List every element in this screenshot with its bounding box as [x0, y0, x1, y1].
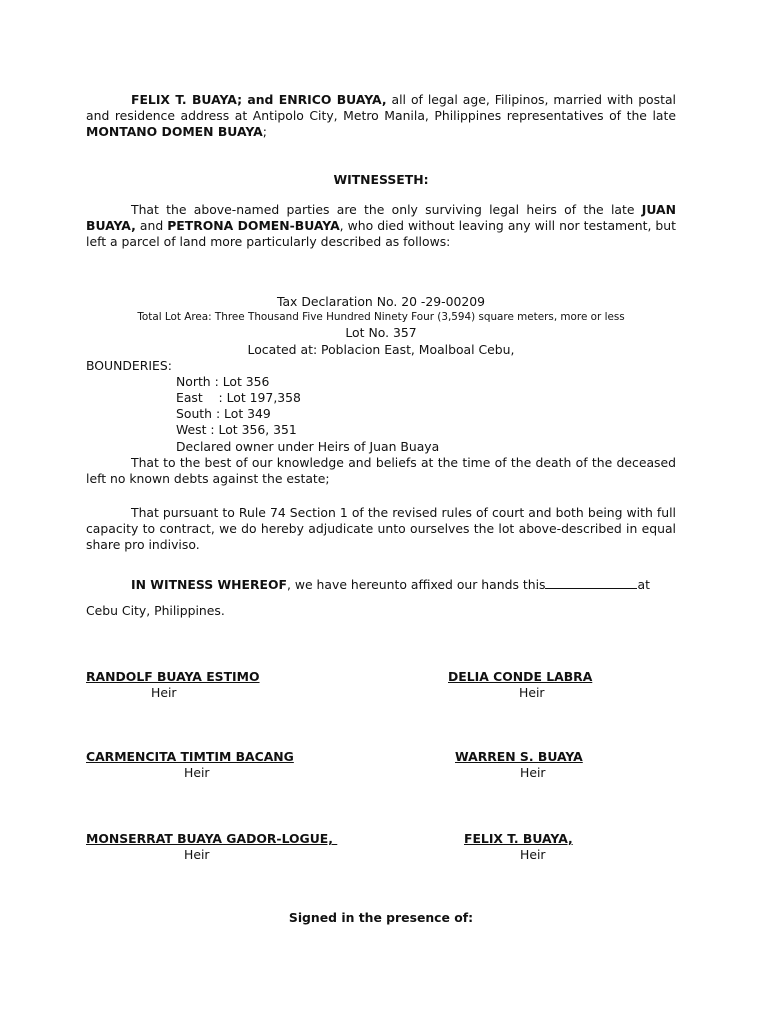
heir-name-juan: JUAN BUAYA, [86, 202, 676, 234]
signatory-name: CARMENCITA TIMTIM BACANG [86, 749, 294, 764]
declared-owner: Declared owner under Heirs of Juan Buaya [176, 439, 440, 454]
signatory-role: Heir [184, 847, 210, 862]
signatory-name: RANDOLF BUAYA ESTIMO [86, 669, 260, 684]
heir-name-petrona: PETRONA DOMEN-BUAYA [167, 218, 340, 234]
boundary-south: South : Lot 349 [176, 406, 271, 421]
signatory-role: Heir [151, 685, 177, 700]
witness-whereof: IN WITNESS WHEREOF [131, 577, 287, 592]
witness-paragraph [86, 572, 676, 624]
signatory-name: MONSERRAT BUAYA GADOR-LOGUE, [86, 831, 338, 846]
boundary-east: East : Lot 197,358 [176, 390, 301, 405]
signatory-name: WARREN S. BUAYA [455, 749, 583, 764]
boundaries-heading: BOUNDERIES: [86, 358, 172, 373]
intro-deceased-name: MONTANO DOMEN BUAYA [86, 124, 263, 140]
intro-text-end: ; [262, 124, 267, 140]
witness-text: , we have hereunto affixed our hands this [286, 577, 546, 592]
boundary-west: West : Lot 356, 351 [176, 422, 297, 437]
witness-at: at [637, 577, 650, 592]
tax-declaration: Tax Declaration No. 20 -29-00209 [276, 294, 486, 309]
lot-number: Lot No. 357 [345, 325, 417, 340]
witness-place: Cebu City, Philippines. [86, 603, 225, 618]
signatory-name: FELIX T. BUAYA, [464, 831, 573, 846]
debts-paragraph: That to the best of our knowledge and beliefs at the time of the death of the deceased left no known debts against the estate; [86, 455, 676, 487]
heirs-text-and: and [135, 218, 168, 234]
boundary-north: North : Lot 356 [176, 374, 270, 389]
signatory-role: Heir [520, 847, 546, 862]
rule-paragraph: That pursuant to Rule 74 Section 1 of the revised rules of court and both being with full capacity to contract, we do hereby adjudicate unto ourselves the lot above-described in equal share pro indiviso. [86, 505, 676, 553]
signatory-role: Heir [520, 765, 546, 780]
signatory-role: Heir [184, 765, 210, 780]
date-blank-line [545, 577, 637, 589]
intro-paragraph [86, 92, 676, 141]
total-lot-area: Total Lot Area: Three Thousand Five Hundred Ninety Four (3,594) square meters, more or less [137, 311, 625, 323]
witnesseth-heading: WITNESSETH: [333, 172, 429, 187]
property-location: Located at: Poblacion East, Moalboal Cebu, [247, 342, 515, 357]
heirs-text-end: , who died without leaving any will nor testament, but left a parcel of land more particularly described as follows: [86, 218, 676, 250]
heirs-text: That the above-named parties are the only surviving legal heirs of the late [131, 202, 642, 217]
intro-text: all of legal age, Filipinos, married with postal and residence address at Antipolo City, Metro Manila, Philippines representatives of the late [86, 92, 676, 124]
signatory-role: Heir [519, 685, 545, 700]
signed-presence-heading: Signed in the presence of: [288, 910, 474, 925]
intro-party-names: FELIX T. BUAYA; and ENRICO BUAYA, [131, 92, 387, 107]
signatory-name: DELIA CONDE LABRA [448, 669, 593, 684]
heirs-paragraph [86, 202, 676, 251]
